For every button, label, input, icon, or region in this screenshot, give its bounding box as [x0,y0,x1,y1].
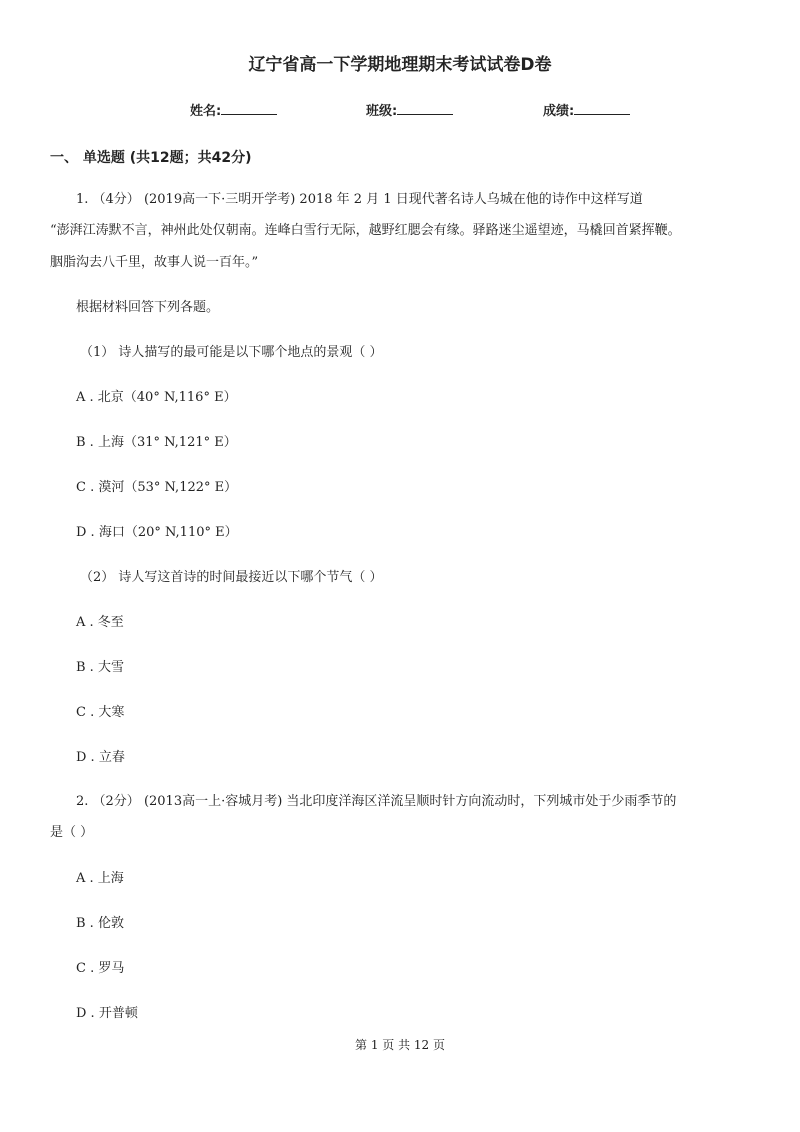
class-blank [397,102,453,115]
q1-sub2-option-a: A . 冬至 [76,615,124,630]
q2-stem-line2: 是（ ） [50,825,94,840]
q1-sub1-option-c: C . 漠河（53° N,122° E） [76,480,238,495]
q1-stem-line3: 胭脂沟去八千里，故事人说一百年。” [50,255,259,270]
q2-option-c: C . 罗马 [76,961,125,976]
q1-sub1-question: （1） 诗人描写的最可能是以下哪个地点的景观（ ） [80,345,383,360]
q1-stem-line1: 1. （4分） (2019高一下·三明开学考) 2018 年 2 月 1 日现代著名诗人乌城在他的诗作中这样写道 [76,192,643,207]
q1-sub2-option-d: D . 立春 [76,750,125,765]
page-footer: 第 1 页 共 12 页 [355,1038,445,1052]
q1-sub1-option-d: D . 海口（20° N,110° E） [76,525,238,540]
q2-stem-line1: 2. （2分） (2013高一上·容城月考) 当北印度洋海区洋流呈顺时针方向流动时，下列城市处于少雨季节的 [76,794,677,809]
class-field [366,100,453,119]
name-blank [221,102,277,115]
name-field [190,100,277,119]
q1-stem-line2: “澎湃江涛默不言，神州此处仅朝南。连峰白雪行无际，越野红腮会有缘。驿路迷尘遥望迹，马橇回首紧挥鞭。 [50,223,681,238]
name-label: 姓名: [190,104,222,119]
q2-option-d: D . 开普顿 [76,1006,138,1021]
q1-sub2-question: （2） 诗人写这首诗的时间最接近以下哪个节气（ ） [80,570,383,585]
section-heading: 一、 单选题 (共12题；共42分) [50,150,252,166]
q2-option-a: A . 上海 [76,871,124,886]
class-label: 班级: [366,104,398,119]
q1-sub2-option-c: C . 大寒 [76,705,125,720]
score-blank [574,102,630,115]
score-label: 成绩: [543,104,575,119]
q1-sub2-option-b: B . 大雪 [76,660,124,675]
q2-option-b: B . 伦敦 [76,916,124,931]
q1-sub1-option-b: B . 上海（31° N,121° E） [76,435,237,450]
score-field [543,100,630,119]
q1-sub1-option-a: A . 北京（40° N,116° E） [76,390,237,405]
exam-title: 辽宁省高一下学期地理期末考试试卷D卷 [248,55,552,75]
q1-instruction: 根据材料回答下列各题。 [76,300,220,315]
